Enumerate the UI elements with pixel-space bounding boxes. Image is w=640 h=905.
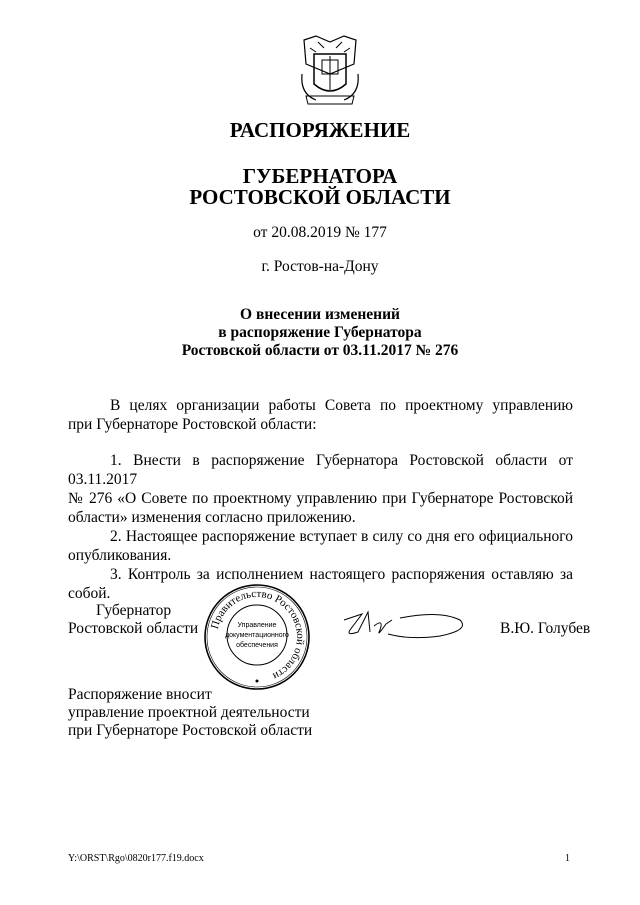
preamble-line-2: при Губернаторе Ростовской области: — [68, 416, 317, 433]
stamp-outer-text: Правительство Ростовской области — [208, 587, 307, 683]
preamble-line-1: В целях организации работы Совета по проектному управлению — [110, 397, 573, 414]
coat-of-arms-emblem — [296, 34, 364, 106]
stamp-inner-line-1: Управление — [237, 622, 277, 629]
item2-line-2: опубликования. — [68, 547, 172, 564]
stamp-inner-line-3: обеспечения — [236, 642, 278, 649]
item2-line-1: 2. Настоящее распоряжение вступает в силу со дня его официального — [110, 528, 573, 545]
item1-line-3: области» изменения согласно приложению. — [68, 509, 356, 526]
signer-position-line-2: Ростовской области — [68, 620, 199, 637]
footer-page-number: 1 — [565, 853, 570, 864]
date-number: от 20.08.2019 № 177 — [253, 224, 387, 241]
item1-line-1: 1. Внести в распоряжение Губернатора Ростовской области от 03.11.2017 — [68, 452, 573, 488]
submitter-line-3: при Губернаторе Ростовской области — [68, 722, 313, 739]
subject-line-3: Ростовской области от 03.11.2017 № 276 — [181, 342, 459, 359]
subject-line-1: О внесении изменений — [240, 306, 400, 323]
submitter-line-2: управление проектной деятельности — [68, 704, 310, 721]
document-body — [68, 396, 573, 603]
footer-file-path: Y:\ORST\Rgo\0820r177.f19.docx — [68, 853, 204, 864]
subject-line-2: в распоряжение Губернатора — [218, 324, 422, 341]
item3: 3. Контроль за исполнением настоящего распоряжения оставляю за собой. — [68, 566, 573, 602]
city: г. Ростов-на-Дону — [261, 258, 379, 275]
issuer-line-2: РОСТОВСКОЙ ОБЛАСТИ — [189, 185, 451, 209]
document-type: РАСПОРЯЖЕНИЕ — [229, 118, 411, 142]
handwritten-signature — [340, 606, 470, 642]
item1-line-2: № 276 «О Совете по проектному управлению при Губернаторе Ростовской — [68, 490, 573, 507]
signer-name: В.Ю. Голубев — [500, 620, 591, 637]
official-stamp — [203, 583, 311, 691]
submitter-line-1: Распоряжение вносит — [68, 686, 212, 703]
issuer-line-1: ГУБЕРНАТОРА — [242, 164, 398, 188]
signer-position-line-1: Губернатор — [96, 602, 172, 619]
stamp-inner-line-2: документационного — [225, 632, 289, 639]
